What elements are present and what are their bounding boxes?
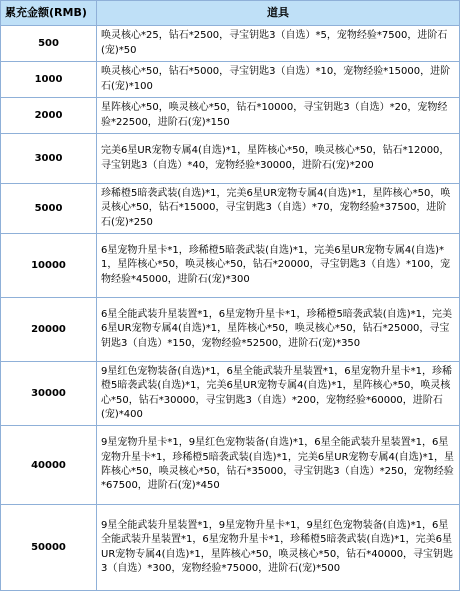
table-row: [1, 184, 460, 234]
items-cell: 珍稀橙5暗袭武装(自选)*1，完美6星UR宠物专属4(自选)*1，星阵核心*50，唤灵核心*50，钻石*15000，寻宝钥匙3（自选）*70，宠物经验*37500，进阶石(宠)*250: [97, 184, 460, 234]
items-cell: 9星宠物升星卡*1，9星红色宠物装备(自选)*1，6星全能武装升星装置*1，6星宠物升星卡*1，珍稀橙5暗袭武装(自选)*1，完美6星UR宠物专属4(自选)*1，星阵核心*50，唤灵核心*50，钻石*35000，寻宝钥匙3（自选）*250，宠物经验*67500，进阶石(宠)*450: [97, 426, 460, 505]
items-cell: 完美6星UR宠物专属4(自选)*1，星阵核心*50，唤灵核心*50，钻石*12000，寻宝钥匙3（自选）*40，宠物经验*30000，进阶石(宠)*200: [97, 134, 460, 184]
items-cell: 6星宠物升星卡*1，珍稀橙5暗袭武装(自选)*1，完美6星UR宠物专属4(自选)*1，星阵核心*50，唤灵核心*50，钻石*20000，寻宝钥匙3（自选）*100，宠物经验*45000，进阶石(宠)*300: [97, 234, 460, 298]
table-row: [1, 298, 460, 362]
items-cell: 唤灵核心*25，钻石*2500，寻宝钥匙3（自选）*5，宠物经验*7500，进阶石(宠)*50: [97, 26, 460, 62]
table-row: [1, 362, 460, 426]
amount-cell: 40000: [1, 426, 97, 505]
amount-cell: 20000: [1, 298, 97, 362]
header-row: [1, 1, 460, 26]
amount-cell: 5000: [1, 184, 97, 234]
table-row: [1, 234, 460, 298]
table-row: [1, 426, 460, 505]
table-row: [1, 62, 460, 98]
items-cell: 9星红色宠物装备(自选)*1，6星全能武装升星装置*1，6星宠物升星卡*1，珍稀橙5暗袭武装(自选)*1，完美6星UR宠物专属4(自选)*1，星阵核心*50，唤灵核心*50，钻石*30000，寻宝钥匙3（自选）*200，宠物经验*60000，进阶石(宠)*400: [97, 362, 460, 426]
amount-cell: 50000: [1, 505, 97, 591]
amount-cell: 30000: [1, 362, 97, 426]
items-cell: 6星全能武装升星装置*1，6星宠物升星卡*1，珍稀橙5暗袭武装(自选)*1，完美6星UR宠物专属4(自选)*1，星阵核心*50，唤灵核心*50，钻石*25000，寻宝钥匙3（自选）*150，宠物经验*52500，进阶石(宠)*350: [97, 298, 460, 362]
table-row: [1, 98, 460, 134]
amount-cell: 3000: [1, 134, 97, 184]
table-row: [1, 26, 460, 62]
amount-cell: 2000: [1, 98, 97, 134]
table-row: [1, 505, 460, 591]
items-cell: 星阵核心*50，唤灵核心*50，钻石*10000，寻宝钥匙3（自选）*20，宠物经验*22500，进阶石(宠)*150: [97, 98, 460, 134]
items-cell: 唤灵核心*50，钻石*5000，寻宝钥匙3（自选）*10，宠物经验*15000，进阶石(宠)*100: [97, 62, 460, 98]
amount-cell: 10000: [1, 234, 97, 298]
amount-cell: 1000: [1, 62, 97, 98]
items-cell: 9星全能武装升星装置*1，9星宠物升星卡*1，9星红色宠物装备(自选)*1，6星全能武装升星装置*1，6星宠物升星卡*1，珍稀橙5暗袭武装(自选)*1，完美6星UR宠物专属4(自选)*1，星阵核心*50，唤灵核心*50，钻石*40000，寻宝钥匙3（自选）*300，宠物经验*75000，进阶石(宠)*500: [97, 505, 460, 591]
amount-column-header: 累充金额(RMB): [1, 1, 97, 26]
items-column-header: 道具: [97, 1, 460, 26]
table-row: [1, 134, 460, 184]
amount-cell: 500: [1, 26, 97, 62]
